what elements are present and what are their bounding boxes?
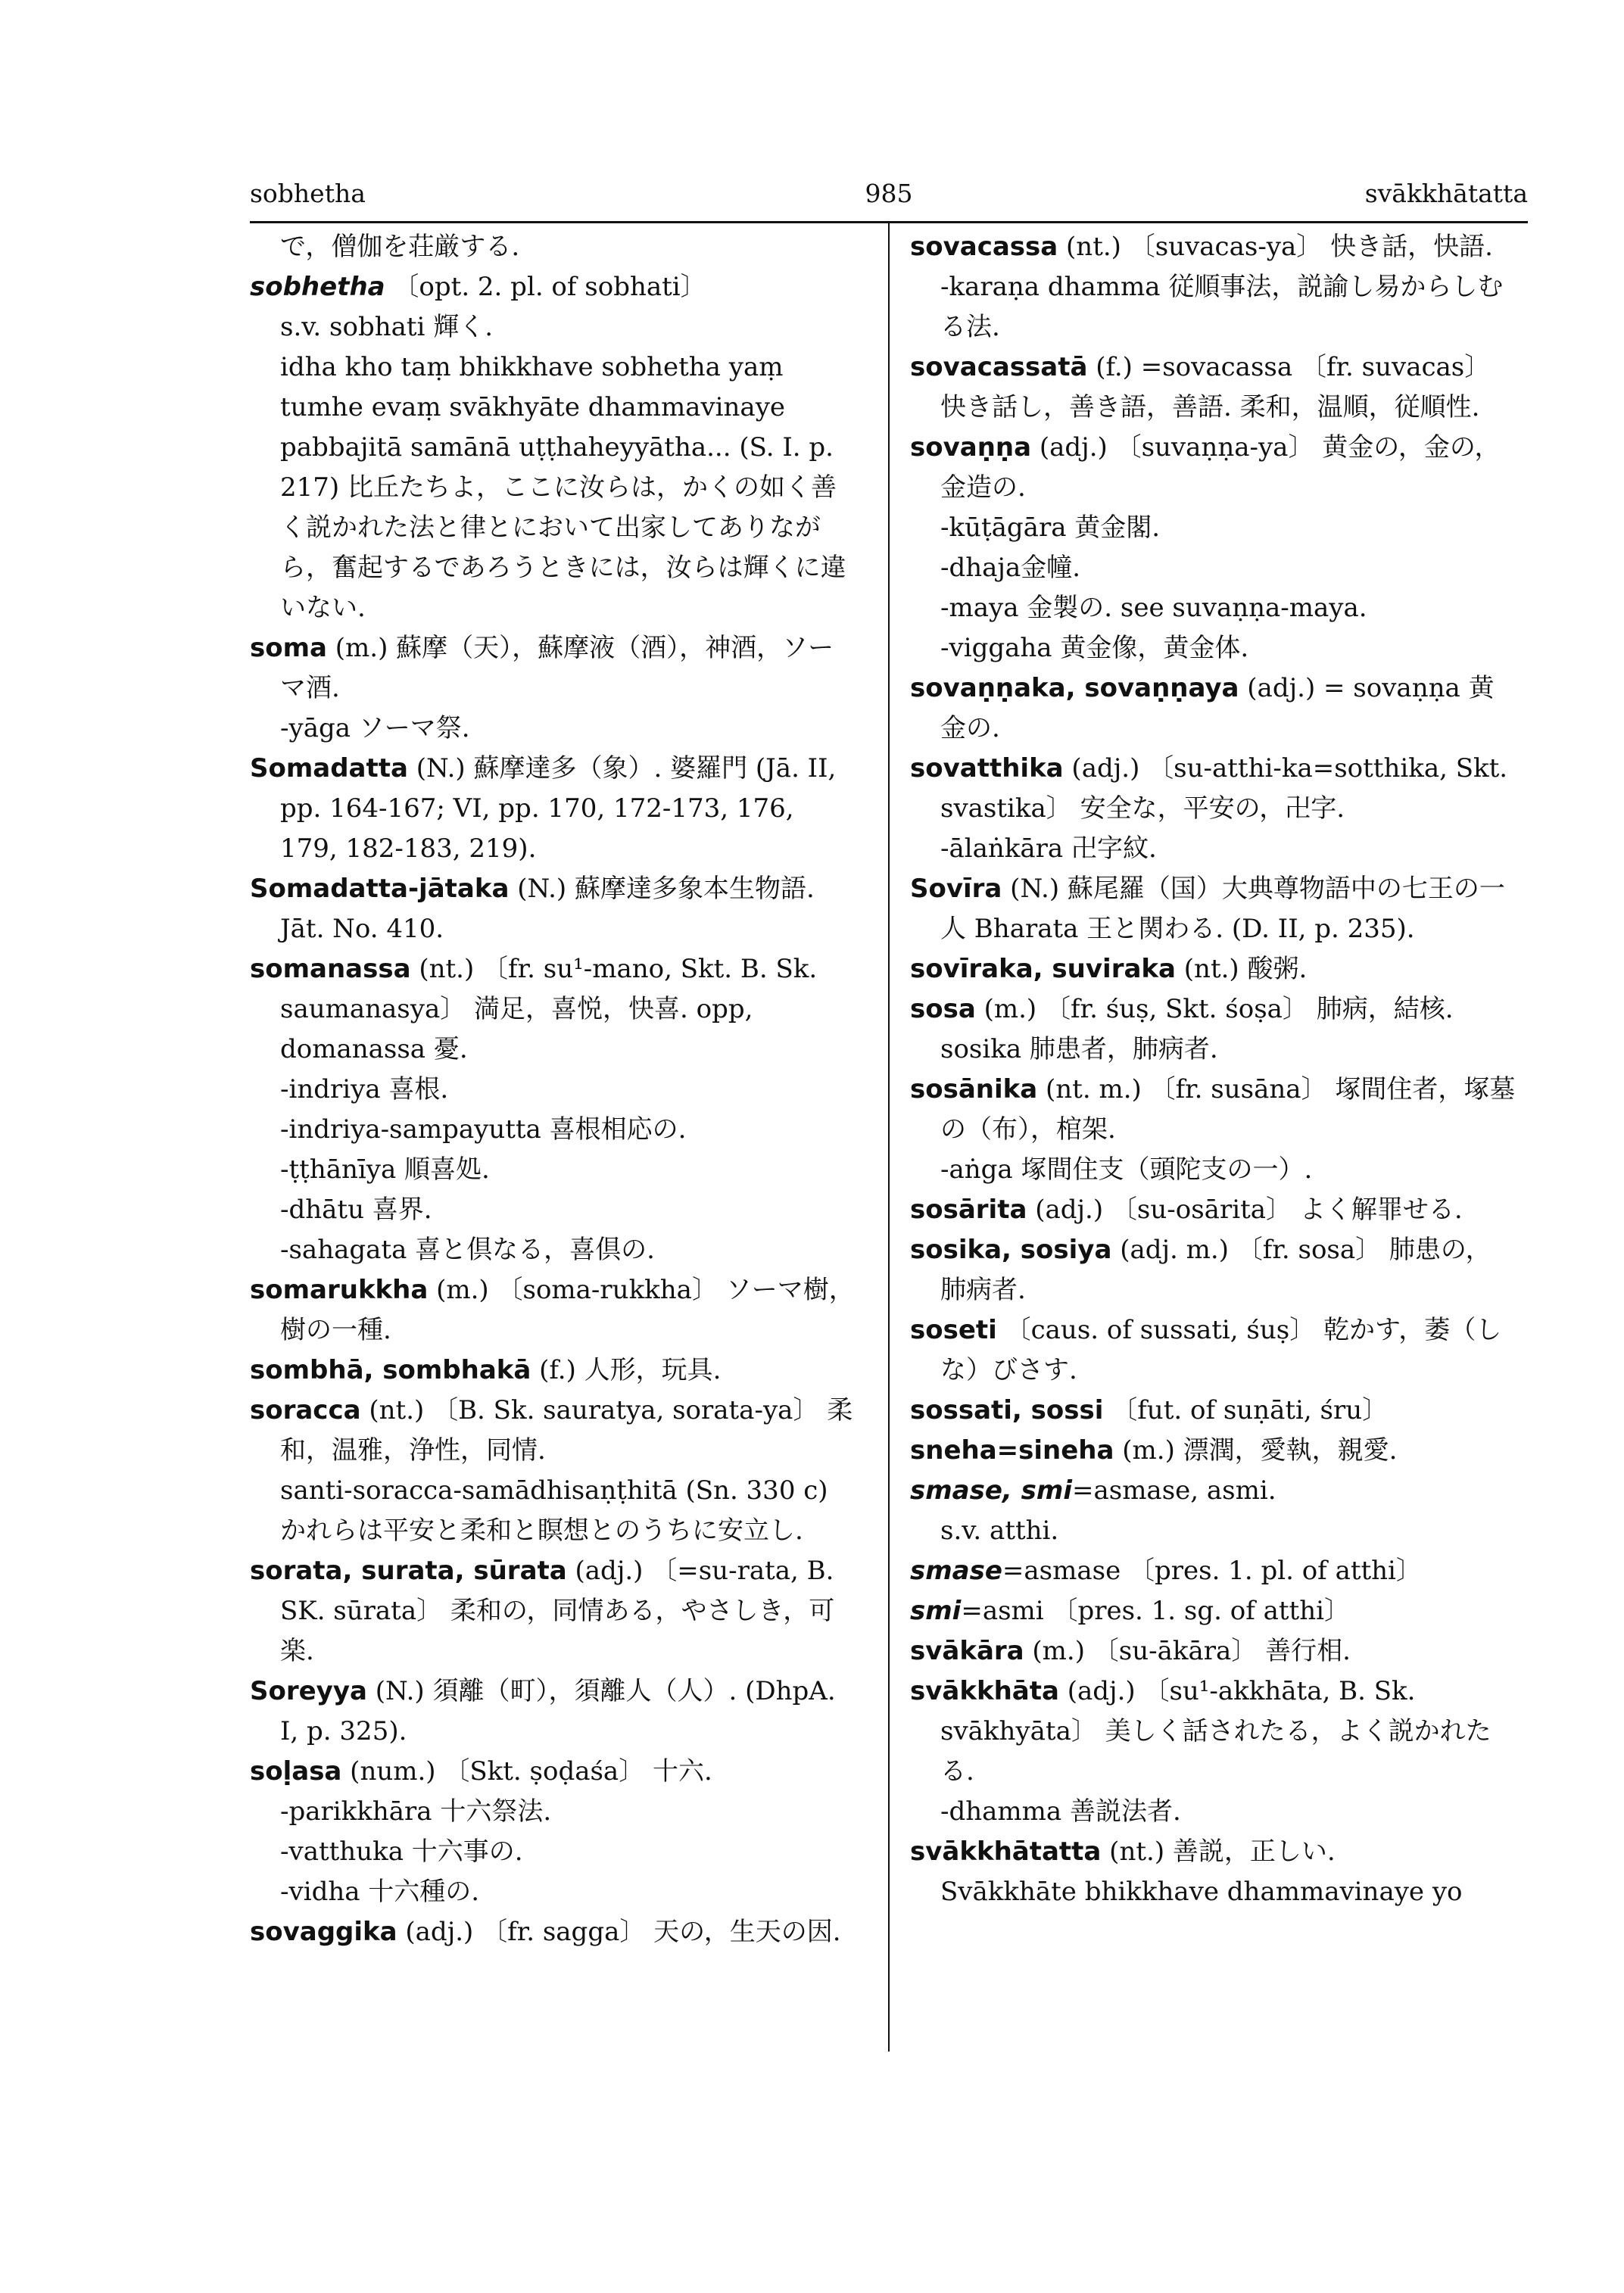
dictionary-entry (250, 949, 856, 1070)
dictionary-entry (910, 1631, 1516, 1671)
header-left-guideword: sobhetha (250, 179, 366, 208)
dictionary-entry (910, 1190, 1516, 1230)
entry-definition: (nt. m.) 〔fr. susāna〕 塚間住者，塚墓の（布），棺架. (940, 1074, 1516, 1145)
entry-definition: (nt.) 酸粥. (1175, 954, 1308, 984)
entry-headword: smase, smi (910, 1475, 1072, 1506)
dictionary-entry (250, 1351, 856, 1391)
entry-definition: (adj.) 〔su¹-akkhāta, B. Sk. svākhyāta〕 美しく話されたる，よく説かれたる. (940, 1676, 1492, 1787)
entry-definition: (adj.) 〔suvaṇṇa-ya〕 黄金の，金の，金造の. (940, 432, 1501, 503)
entry-headword: sovatthika (910, 753, 1064, 784)
entry-definition: (adj. m.) 〔fr. sosa〕 肺患の，肺病者. (940, 1235, 1492, 1305)
sub-entry: idha kho taṃ bhikkhave sobhetha yaṃ tumhe evaṃ svākhyāte dhammavinaye pabbajitā samānā uṭṭhaheyyātha... (S. I. p. 217) 比丘たちよ，ここに汝らは，かくの如く善く説かれた法と律とにおいて出家してありながら，奮起するであろうときには，汝らは輝くに違いない. (280, 352, 846, 623)
dictionary-entry (250, 749, 856, 869)
entry-definition: (m.) 〔fr. śuṣ, Skt. śoṣa〕 肺病，結核. sosika 肺患者，肺病者. (940, 994, 1454, 1064)
sub-entry: -ṭṭhānīya 順喜処. (280, 1154, 490, 1185)
continued-text: で，僧伽を荘厳する. (280, 232, 520, 262)
page-number: 985 (865, 179, 913, 208)
entry-headword: sosānika (910, 1074, 1038, 1104)
dictionary-entry (910, 869, 1516, 949)
entry-headword: svākāra (910, 1636, 1024, 1666)
dictionary-entry (910, 1671, 1516, 1792)
entry-definition: (adj.) = sovaṇṇa 黄金の. (940, 673, 1495, 743)
entry-definition: (N.) 蘇摩達多（象）. 婆羅門 (Jā. II, pp. 164-167; VI, pp. 170, 172-173, 176, 179, 182-183, 219). (280, 753, 837, 864)
sub-entry: -dhātu 喜界. (280, 1195, 432, 1225)
entry-headword: sobhetha (250, 272, 385, 302)
entry-definition: (f.) =sovacassa 〔fr. suvacas〕 快き話し，善き語，善語. 柔和，温順，従順性. (940, 352, 1491, 422)
dictionary-entry (910, 1471, 1516, 1511)
entry-headword: svākkhāta (910, 1676, 1059, 1706)
sub-entry: -viggaha 黄金像，黄金体. (940, 633, 1249, 663)
dictionary-entry (910, 428, 1516, 508)
dictionary-entry (910, 1391, 1516, 1431)
dictionary-entry (250, 1551, 856, 1671)
entry-headword: svākkhātatta (910, 1837, 1102, 1867)
entry-headword: sombhā, sombhakā (250, 1355, 531, 1385)
entry-headword: Soreyya (250, 1676, 367, 1706)
entry-definition: 〔fut. of suṇāti, śru〕 (1103, 1395, 1389, 1425)
entry-definition: =asmase, asmi. (1071, 1475, 1276, 1506)
dictionary-entry (910, 347, 1516, 428)
entry-definition: (N.) 蘇尾羅（国）大典尊物語中の七王の一人 Bharata 王と関わる. (D. II, p. 235). (940, 874, 1505, 944)
column-divider (888, 223, 890, 2052)
entry-headword: sovaṇṇaka, sovaṇṇaya (910, 673, 1239, 703)
header-right-guideword: svākkhātatta (1364, 179, 1528, 208)
entry-headword: somarukkha (250, 1275, 429, 1305)
entry-headword: soma (250, 633, 327, 663)
sub-entry: -indriya 喜根. (280, 1074, 449, 1104)
dictionary-entry (910, 1551, 1516, 1591)
entry-headword: sorata, surata, sūrata (250, 1556, 567, 1586)
entry-headword: smi (910, 1596, 962, 1626)
dictionary-entry (250, 1270, 856, 1351)
entry-definition: (nt.) 〔B. Sk. sauratya, sorata-ya〕 柔和，温雅，浄性，同情. (280, 1395, 853, 1466)
dictionary-entry (250, 628, 856, 709)
entry-headword: sneha=sineha (910, 1435, 1114, 1466)
sub-entry: -karaṇa dhamma 従順事法，説諭し易からしむる法. (940, 272, 1504, 342)
sub-entry: -vidha 十六種の. (280, 1877, 480, 1907)
sub-entry: -ālaṅkāra 卍字紋. (940, 833, 1157, 864)
left-column (250, 227, 856, 1952)
dictionary-entry (250, 1391, 856, 1471)
sub-entry: -yāga ソーマ祭. (280, 713, 470, 743)
entry-headword: sovacassa (910, 232, 1058, 262)
entry-headword: sovīraka, suviraka (910, 954, 1176, 984)
sub-entry: -sahagata 喜と倶なる，喜倶の. (280, 1235, 655, 1265)
entry-headword: sovaṇṇa (910, 432, 1032, 463)
entry-headword: Sovīra (910, 874, 1002, 904)
dictionary-entry (250, 869, 856, 949)
entry-definition: =asmi 〔pres. 1. sg. of atthi〕 (961, 1596, 1350, 1626)
dictionary-entry (910, 949, 1516, 989)
entry-definition: (f.) 人形，玩具. (531, 1355, 722, 1385)
sub-entry: -indriya-sampayutta 喜根相応の. (280, 1114, 687, 1145)
dictionary-entry (910, 1310, 1516, 1391)
dictionary-entry (910, 989, 1516, 1070)
dictionary-entry (910, 1431, 1516, 1471)
entry-definition: (nt.) 〔suvacas-ya〕 快き話，快語. (1058, 232, 1493, 262)
entry-headword: Somadatta (250, 753, 408, 784)
entry-definition: (nt.) 〔fr. su¹-mano, Skt. B. Sk. saumanasya〕 満足，喜悦，快喜. opp, domanassa 憂. (280, 954, 818, 1064)
entry-headword: sovacassatā (910, 352, 1088, 382)
entry-headword: sosa (910, 994, 976, 1024)
dictionary-entry (910, 1070, 1516, 1150)
dictionary-entry (250, 1912, 856, 1952)
sub-entry: santi-soracca-samādhisaṇṭhitā (Sn. 330 c) かれらは平安と柔和と瞑想とのうちに安立し. (280, 1475, 828, 1546)
dictionary-entry (910, 749, 1516, 829)
entry-headword: sosārita (910, 1195, 1027, 1225)
entry-definition: (adj.) 〔su-atthi-ka=sotthika, Skt. svastika〕 安全な，平安の，卍字. (940, 753, 1508, 824)
dictionary-entry (250, 1752, 856, 1792)
sub-entry: -dhamma 善説法者. (940, 1796, 1181, 1827)
sub-entry: -vatthuka 十六事の. (280, 1837, 523, 1867)
right-column (910, 227, 1516, 1912)
entry-headword: soseti (910, 1315, 997, 1345)
sub-entry: -dhaja金幢. (940, 553, 1081, 583)
entry-headword: sovaggika (250, 1917, 397, 1947)
entry-headword: somanassa (250, 954, 411, 984)
entry-definition: 〔opt. 2. pl. of sobhati〕 (385, 272, 706, 302)
entry-headword: Somadatta-jātaka (250, 874, 510, 904)
entry-definition: 〔caus. of sussati, śuṣ〕 乾かす，萎（しな）びさす. (940, 1315, 1502, 1385)
entry-definition: (adj.) 〔fr. sagga〕 天の，生天の因. (397, 1917, 841, 1947)
entry-definition: =asmase 〔pres. 1. pl. of atthi〕 (1002, 1556, 1422, 1586)
sub-entry: -kūṭāgāra 黄金閣. (940, 512, 1161, 543)
entry-definition: (m.) 〔su-ākāra〕 善行相. (1024, 1636, 1351, 1666)
sub-entry: Svākkhāte bhikkhave dhammavinaye yo (940, 1877, 1463, 1907)
sub-entry: -aṅga 塚間住支（頭陀支の一）. (940, 1154, 1313, 1185)
entry-definition: (m.) 〔soma-rukkha〕 ソーマ樹，樹の一種. (280, 1275, 855, 1345)
dictionary-entry (250, 1671, 856, 1752)
entry-definition: (N.) 蘇摩達多象本生物語. Jāt. No. 410. (280, 874, 815, 944)
dictionary-entry (910, 668, 1516, 749)
entry-headword: soracca (250, 1395, 361, 1425)
dictionary-entry (910, 1591, 1516, 1631)
entry-definition: (adj.) 〔=su-rata, B. SK. sūrata〕 柔和の，同情ある，やさしき，可楽. (280, 1556, 835, 1666)
sub-entry: s.v. atthi. (940, 1516, 1059, 1546)
dictionary-entry (910, 1230, 1516, 1310)
sub-entry: -parikkhāra 十六祭法. (280, 1796, 552, 1827)
dictionary-entry (910, 1832, 1516, 1872)
page-header (250, 179, 1528, 221)
entry-headword: soḷasa (250, 1756, 342, 1787)
entry-definition: (N.) 須離（町），須離人（人）. (DhpA. I, p. 325). (280, 1676, 836, 1746)
dictionary-entry (250, 267, 856, 307)
entry-headword: sosika, sosiya (910, 1235, 1112, 1265)
entry-definition: (m.) 漂潤，愛執，親愛. (1114, 1435, 1398, 1466)
dictionary-entry (910, 227, 1516, 267)
entry-definition: (adj.) 〔su-osārita〕 よく解罪せる. (1027, 1195, 1463, 1225)
sub-entry: -maya 金製の. see suvaṇṇa-maya. (940, 593, 1367, 623)
entry-definition: (num.) 〔Skt. ṣoḍaśa〕 十六. (341, 1756, 712, 1787)
entry-definition: (nt.) 善説，正しい. (1101, 1837, 1336, 1867)
entry-headword: sossati, sossi (910, 1395, 1104, 1425)
entry-headword: smase (910, 1556, 1002, 1586)
entry-definition: (m.) 蘇摩（天），蘇摩液（酒），神酒，ソーマ酒. (280, 633, 834, 703)
sub-entry: s.v. sobhati 輝く. (280, 312, 494, 342)
